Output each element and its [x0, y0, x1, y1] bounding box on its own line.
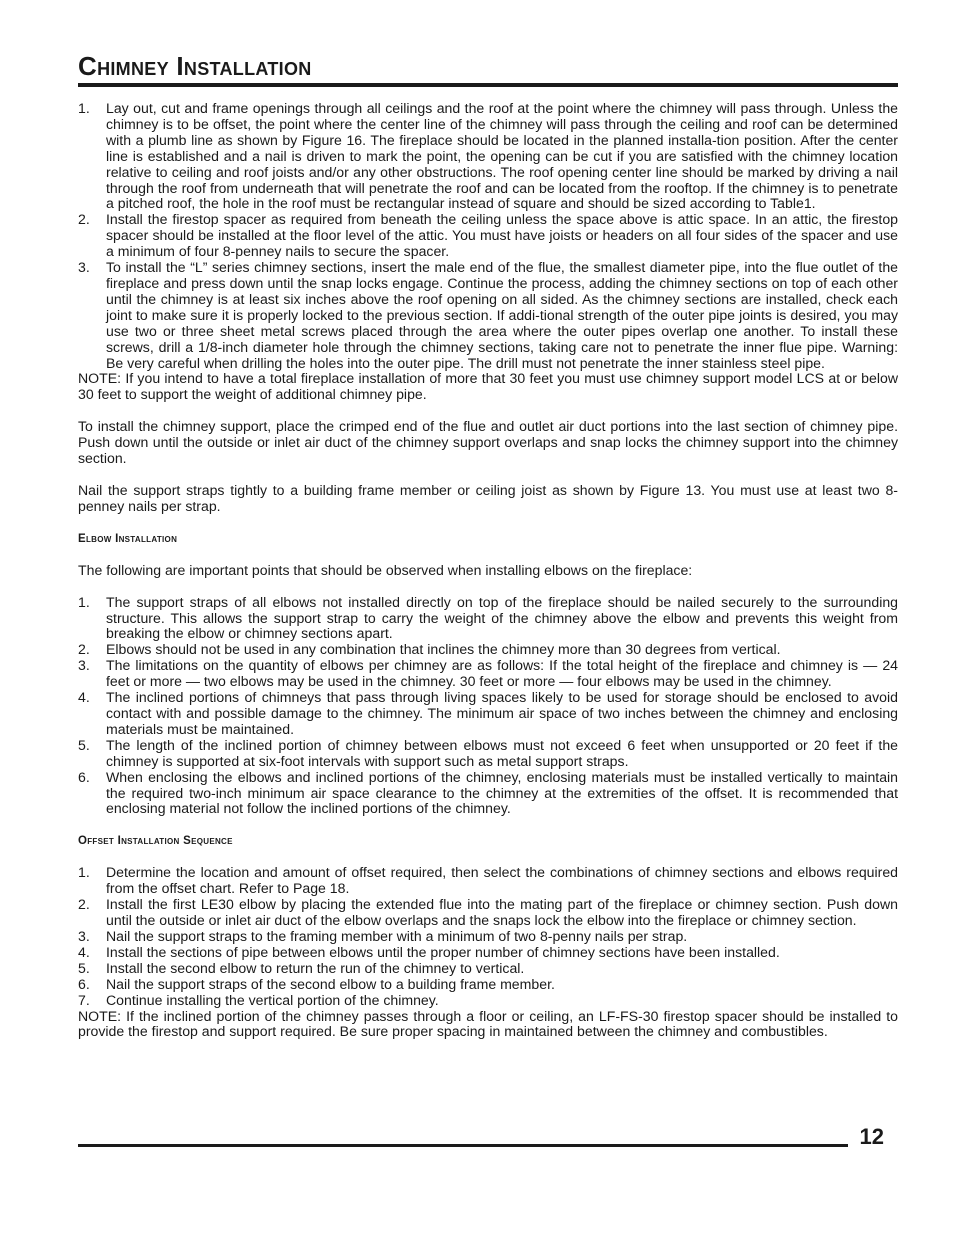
list-item [78, 690, 898, 738]
list-item [78, 865, 898, 897]
list-item [78, 993, 898, 1009]
list-item [78, 738, 898, 770]
list-item-number: 1. [78, 100, 90, 116]
list-item-number: 7. [78, 991, 90, 1008]
list-item-text: Install the firestop spacer as required from beneath the ceiling unless the space above is attic space. In an attic, the firestop spacer should be installed at the floor level of the attic. You must have joists or headers on all four sides of the spacer and use a minimum of four 8-penney nails to secure the spacer. [106, 211, 898, 260]
title-rule [78, 83, 898, 87]
list-item-text: To install the “L” series chimney sections, insert the male end of the flue, the smallest diameter pipe, into the flue outlet of the fireplace and press down until the snap locks engage. Continue the process, adding the chimney sections on top of each other until the chimney is at least six inches above the roof opening on all sided. As the chimney sections are installed, check each joint to make sure it is properly locked to the previous section. If addi-tional strength of the outer pipe joints is desired, you may use two or three sheet metal screws placed through the area where the outer pipes overlap one another. To install these screws, drill a 1/8-inch diameter hole through the chimney sections, taking care not to penetrate the inner flue pipe. Warning: Be very careful when drilling the holes into the outer pipe. The drill must not penetrate the inner stainless steel pipe. [106, 259, 898, 371]
page-title: Chimney Installation [78, 51, 312, 81]
list-item-number: 2. [78, 211, 90, 228]
list-item-text: The length of the inclined portion of chimney between elbows must not exceed 6 feet when unsupported or 20 feet if the chimney is supported at six-foot intervals with support such as metal support straps. [106, 736, 898, 769]
list-item-number: 3. [78, 927, 90, 944]
elbow-points-list [78, 595, 898, 818]
list-item-text: Elbows should not be used in any combination that inclines the chimney more than 30 degrees from vertical. [106, 641, 781, 658]
list-item-text: Install the second elbow to return the run of the chimney to vertical. [106, 959, 525, 976]
list-item-number: 4. [78, 689, 90, 706]
list-item-text: Nail the support straps of the second elbow to a building frame member. [106, 975, 555, 992]
list-item-number: 5. [78, 736, 90, 753]
list-item [78, 770, 898, 818]
list-item-text: Nail the support straps to the framing member with a minimum of two 8-penny nails per strap. [106, 927, 688, 944]
list-item-number: 2. [78, 641, 90, 658]
list-item [78, 101, 898, 212]
list-item-text: The limitations on the quantity of elbows per chimney are as follows: If the total height of the fireplace and chimney is — 24 feet or more — two elbows may be used in the chimney. 30 feet or more — four elbows may be used in the chimney. [106, 657, 898, 690]
page-footer [78, 1124, 898, 1154]
elbow-intro: The following are important points that should be observed when installing elbows on the fireplace: [78, 561, 693, 578]
footer-rule [78, 1144, 848, 1147]
list-item-number: 6. [78, 768, 90, 785]
offset-installation-heading: Offset Installation Sequence [78, 835, 233, 848]
page-number: 12 [859, 1124, 884, 1149]
elbow-installation-heading: Elbow Installation [78, 532, 178, 545]
list-item-number: 1. [78, 593, 90, 610]
list-item-number: 1. [78, 864, 90, 881]
list-item [78, 642, 898, 658]
body-text [78, 101, 898, 1040]
offset-steps-list [78, 865, 898, 1008]
list-item [78, 929, 898, 945]
list-item [78, 260, 898, 371]
list-item-text: The inclined portions of chimneys that pass through living spaces likely to be used for storage should be enclosed to avoid contact with and possible damage to the chimney. The minimum air space of two inches between the chimney and enclosing materials must be maintained. [106, 689, 898, 737]
list-item-number: 6. [78, 975, 90, 992]
list-item [78, 977, 898, 993]
list-item [78, 595, 898, 643]
list-item-text: When enclosing the elbows and inclined portions of the chimney, enclosing materials must be installed vertically to maintain the required two-inch minimum air space clearance to the chimney at the extremities of the offset. It is recommended that enclosing material not follow the inclined portions of the chimney. [106, 768, 898, 817]
list-item-text: Determine the location and amount of offset required, then select the combinations of chimney sections and elbows required from the offset chart. Refer to Page 18. [106, 864, 898, 897]
page-content [78, 50, 898, 1040]
list-item-number: 5. [78, 959, 90, 976]
note-support-model: NOTE: If you intend to have a total fireplace installation of more that 30 feet you must use chimney support model LCS at or below 30 feet to support the weight of additional chimney pipe. [78, 370, 898, 403]
list-item [78, 961, 898, 977]
list-item [78, 658, 898, 690]
list-item [78, 945, 898, 961]
paragraph-support-straps: Nail the support straps tightly to a building frame member or ceiling joist as shown by Figure 13. You must use at least two 8-penney nails per strap. [78, 481, 898, 514]
list-item-text: Lay out, cut and frame openings through all ceilings and the roof at the point where the chimney will pass through. Unless the chimney is to be offset, the point where the center line of the chimney will pass through the ceiling and roof can be determined with a plumb line as shown by Figure 16. The fireplace should be located in the planned installa-tion position. After the center line is established and a nail is driven to mark the point, the opening can be cut if you are satisfied with the chimney location relative to ceiling and roof joists and/or any other obstructions. The roof opening center line should be marked by driving a nail through the roof from underneath that will penetrate the roof and can be located from the rooftop. If the chimney is to penetrate a pitched roof, the hole in the roof must be rectangular instead of square and should be sized according to Table1. [106, 100, 898, 212]
list-item-text: Install the first LE30 elbow by placing the extended flue into the mating part of the fireplace or chimney section. Push down until the outside or inlet air duct of the elbow overlaps and the snaps lock the elbow into the fireplace or chimney section. [106, 896, 898, 929]
list-item [78, 897, 898, 929]
list-item-text: The support straps of all elbows not installed directly on top of the fireplace should be nailed securely to the surrounding structure. This allows the support strap to carry the weight of the chimney above the elbow and prevents this weight from breaking the elbow or chimney sections apart. [106, 593, 898, 642]
paragraph-chimney-support: To install the chimney support, place the crimped end of the flue and outlet air duct portions into the last section of chimney pipe. Push down until the outside or inlet air duct of the chimney support overlaps and snap locks the chimney support into the chimney section. [78, 418, 898, 467]
list-item-number: 3. [78, 259, 90, 276]
list-item-text: Install the sections of pipe between elbows until the proper number of chimney sections have been installed. [106, 943, 780, 960]
list-item-number: 3. [78, 657, 90, 674]
list-item [78, 212, 898, 260]
note-firestop: NOTE: If the inclined portion of the chimney passes through a floor or ceiling, an LF-FS-30 firestop spacer should be installed to provide the firestop and support required. Be sure proper spacing in maintained between the chimney and combustibles. [78, 1007, 898, 1040]
list-item-text: Continue installing the vertical portion of the chimney. [106, 991, 439, 1008]
list-item-number: 2. [78, 896, 90, 913]
list-item-number: 4. [78, 943, 90, 960]
chimney-steps-list [78, 101, 898, 371]
